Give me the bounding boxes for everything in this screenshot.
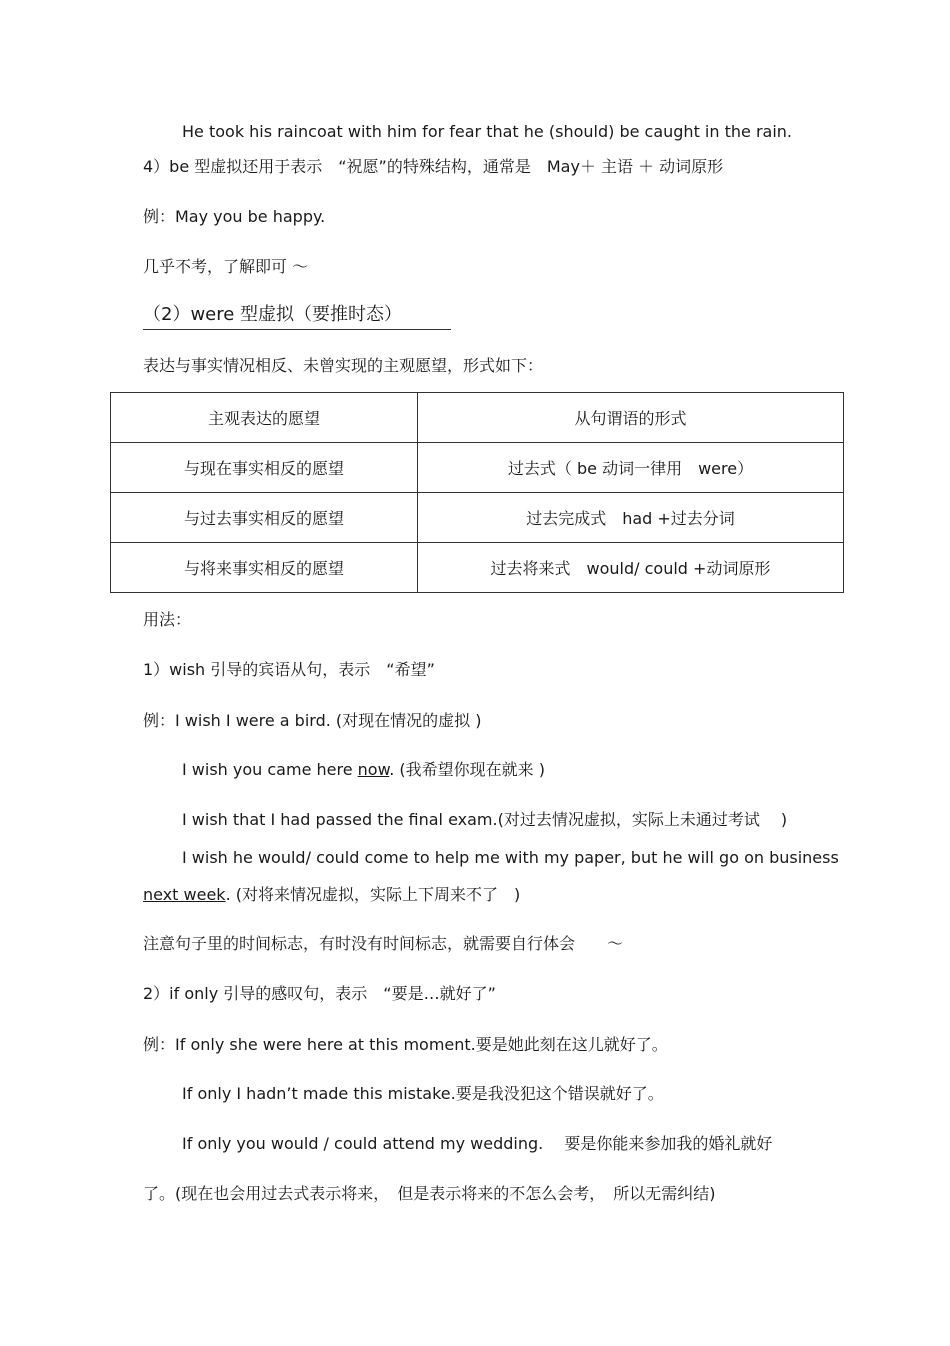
table-row bbox=[111, 543, 844, 593]
table-cell: 过去完成式 had +过去分词 bbox=[418, 493, 844, 543]
example-wish-bird: 例：I wish I were a bird. (对现在情况的虚拟 ) bbox=[143, 711, 482, 730]
table-cell: 过去将来式 would/ could +动词原形 bbox=[418, 543, 844, 593]
text-segment: I wish you came here bbox=[182, 760, 358, 779]
example-may: 例：May you be happy. bbox=[143, 207, 326, 226]
example-wish-would-cont bbox=[143, 885, 520, 905]
table-row bbox=[111, 443, 844, 493]
table-cell: 过去式（ be 动词一律用 were） bbox=[418, 443, 844, 493]
table-header: 从句谓语的形式 bbox=[418, 393, 844, 443]
example-if-only-here: 例：If only she were here at this moment.要是她此刻在这儿就好了。 bbox=[143, 1035, 668, 1054]
example-wish-passed: I wish that I had passed the final exam.(对过去情况虚拟，实际上未通过考试 ) bbox=[182, 810, 788, 829]
section-intro: 表达与事实情况相反、未曾实现的主观愿望，形式如下： bbox=[143, 356, 544, 375]
usage-wish: 1）wish 引导的宾语从句，表示 “希望” bbox=[143, 660, 435, 679]
table-cell: 与将来事实相反的愿望 bbox=[111, 543, 418, 593]
table-header-row bbox=[111, 393, 844, 443]
table-cell: 与过去事实相反的愿望 bbox=[111, 493, 418, 543]
section-heading-were: （2）were 型虚拟（要推时态） bbox=[143, 303, 451, 330]
note-time-markers: 注意句子里的时间标志，有时没有时间标志，就需要自行体会 ～ bbox=[143, 934, 624, 953]
example-sentence-raincoat: He took his raincoat with him for fear that he (should) be caught in the rain. bbox=[182, 122, 792, 141]
rule-be-wish: 4）be 型虚拟还用于表示 “祝愿”的特殊结构，通常是 May＋ 主语 ＋ 动词原形 bbox=[143, 157, 724, 176]
note-rarely-tested: 几乎不考，了解即可 ～ bbox=[143, 257, 309, 276]
table-row bbox=[111, 493, 844, 543]
table-header: 主观表达的愿望 bbox=[111, 393, 418, 443]
table-cell: 与现在事实相反的愿望 bbox=[111, 443, 418, 493]
example-wish-came bbox=[182, 760, 545, 780]
time-marker-next-week: next week bbox=[143, 885, 226, 904]
example-if-only-mistake: If only I hadn’t made this mistake.要是我没犯这个错误就好了。 bbox=[182, 1084, 664, 1103]
time-marker-now: now bbox=[357, 760, 390, 779]
example-if-only-wedding: If only you would / could attend my wedding. 要是你能来参加我的婚礼就好 bbox=[182, 1134, 773, 1153]
usage-title: 用法： bbox=[143, 610, 192, 629]
example-if-only-wedding-cont: 了。(现在也会用过去式表示将来， 但是表示将来的不怎么会考， 所以无需纠结) bbox=[143, 1184, 716, 1203]
text-segment: . (我希望你现在就来 ) bbox=[389, 760, 545, 779]
wish-forms-table bbox=[110, 392, 844, 593]
usage-if-only: 2）if only 引导的感叹句，表示 “要是…就好了” bbox=[143, 984, 496, 1003]
example-wish-would: I wish he would/ could come to help me with my paper, but he will go on business bbox=[182, 848, 839, 867]
text-segment: . (对将来情况虚拟，实际上下周来不了 ) bbox=[225, 885, 521, 904]
